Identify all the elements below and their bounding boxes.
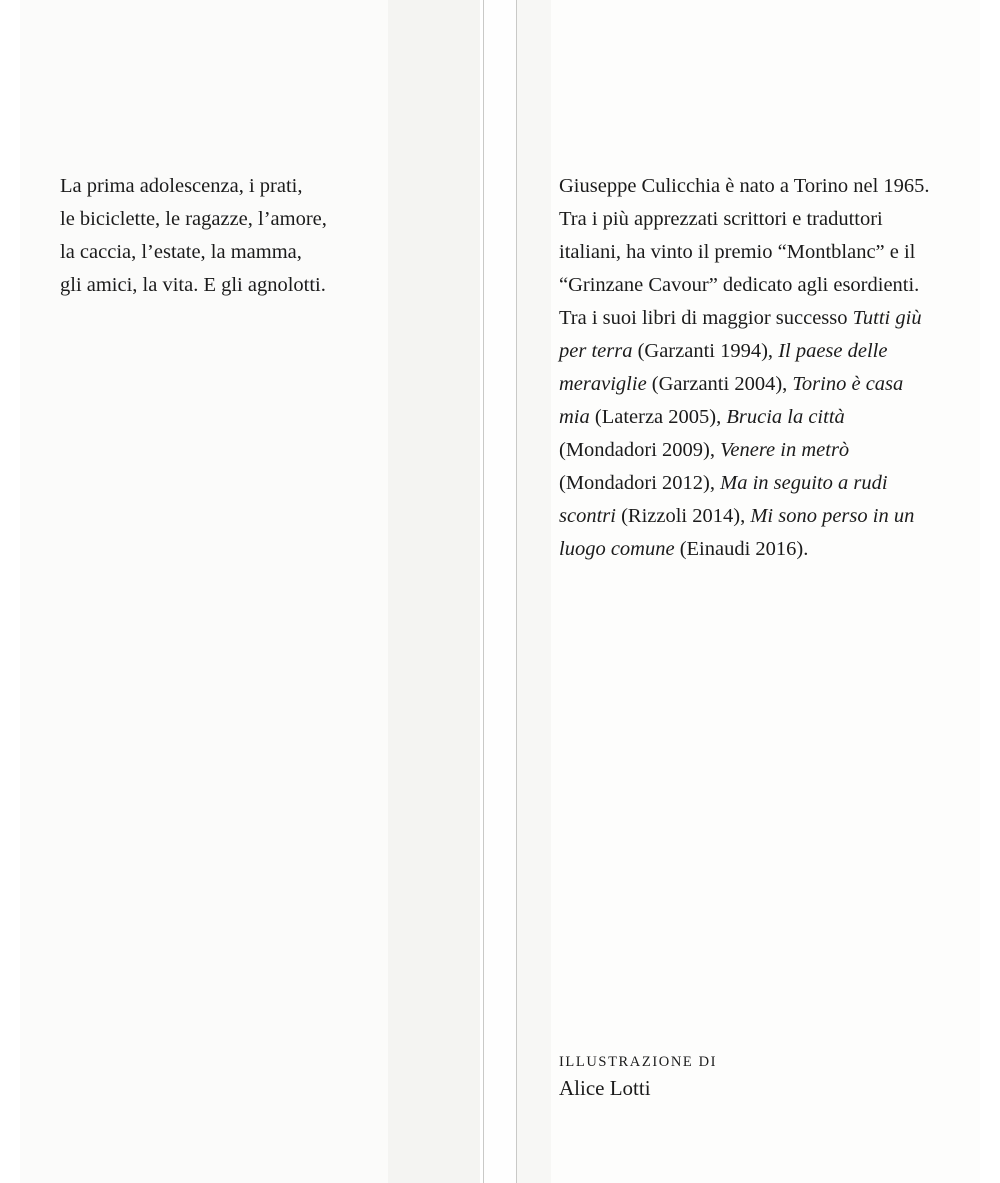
bio-text-run: (Rizzoli 2014), <box>615 505 751 527</box>
left-page-edge <box>0 0 20 1183</box>
book-title: Ma in seguito a rudi scontri <box>559 472 888 527</box>
left-gutter-shade <box>388 0 480 1183</box>
bio-text-run: (Garzanti 2004), <box>646 373 793 395</box>
author-bio-text <box>559 170 931 566</box>
book-title: Brucia la città <box>726 406 845 428</box>
right-page-edge <box>980 0 1000 1183</box>
illustrator-name: Alice Lotti <box>559 1076 651 1100</box>
illustration-credit <box>559 1052 939 1103</box>
bio-text-run: (Garzanti 1994), <box>632 340 779 362</box>
right-gutter-shade <box>517 0 551 1183</box>
blurb-line: gli amici, la vita. E gli agnolotti. <box>60 274 326 296</box>
bio-text-run: (Mondadori 2009), <box>559 439 721 461</box>
book-title: Mi sono perso in un luogo comune <box>559 505 915 560</box>
bio-text-run: (Mondadori 2012), <box>559 472 721 494</box>
spine-strip <box>484 0 516 1183</box>
blurb-line: la caccia, l’estate, la mamma, <box>60 241 302 263</box>
blurb-text-block <box>60 170 390 302</box>
book-title: Tutti giù per terra <box>559 307 922 362</box>
bio-text-run: (Laterza 2005), <box>589 406 727 428</box>
book-title: Il paese delle meraviglie <box>559 340 888 395</box>
bio-text-run: Giuseppe Culicchia è nato a Torino nel 1965. Tra i più apprezzati scrittori e traduttori italiani, ha vinto il premio “Montblanc” e il “Grinzane Cavour” dedicato agli esordienti. Tra i suoi libri di maggior successo <box>559 175 930 329</box>
bio-text-run: (Einaudi 2016). <box>674 538 809 560</box>
blurb-line: La prima adolescenza, i prati, <box>60 175 303 197</box>
illustration-credit-label: ILLUSTRAZIONE DI <box>559 1054 718 1070</box>
blurb-line: le biciclette, le ragazze, l’amore, <box>60 208 327 230</box>
book-title: Torino è casa mia <box>559 373 904 428</box>
book-title: Venere in metrò <box>720 439 850 461</box>
